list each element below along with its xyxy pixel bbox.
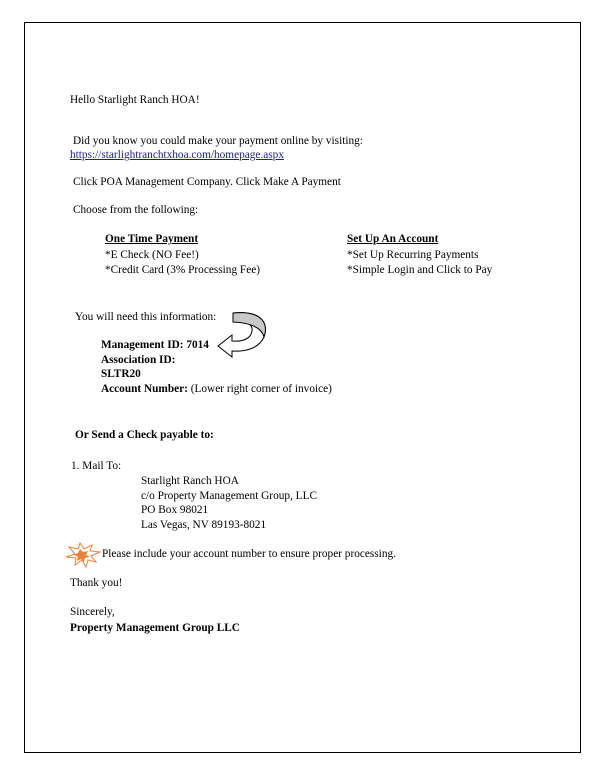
account-item: *Simple Login and Click to Pay [347,264,493,276]
association-id-value: SLTR20 [101,368,141,380]
account-item: *Set Up Recurring Payments [347,249,479,261]
mail-address-line: Las Vegas, NV 89193-8021 [141,519,267,531]
processing-note: Please include your account number to ensure proper processing. [102,548,396,560]
association-id-label: Association ID: [101,354,176,366]
mail-address-line: c/o Property Management Group, LLC [141,490,318,502]
payment-url-link[interactable]: https://starlightranchtxhoa.com/homepage.aspx [70,149,284,161]
one-time-payment-heading: One Time Payment [105,233,199,245]
check-heading: Or Send a Check payable to: [75,429,214,441]
account-number-note: (Lower right corner of invoice) [190,383,332,395]
thank-you: Thank you! [70,577,123,589]
mail-address-line: Starlight Ranch HOA [141,475,239,487]
set-up-account-heading: Set Up An Account [347,233,439,245]
mail-to-label: 1. Mail To: [71,460,122,472]
company-signature: Property Management Group LLC [70,622,240,634]
greeting: Hello Starlight Ranch HOA! [70,94,200,106]
mail-address-line: PO Box 98021 [141,504,209,516]
account-number-label: Account Number: [101,383,188,395]
sincerely: Sincerely, [70,606,115,618]
intro-text: Did you know you could make your payment online by visiting: [73,135,363,147]
instruction-text: Click POA Management Company. Click Make A Payment [73,176,341,188]
need-info-text: You will need this information: [75,311,217,323]
management-id: Management ID: 7014 [101,339,209,351]
one-time-item: *E Check (NO Fee!) [105,249,199,261]
choose-text: Choose from the following: [73,204,199,216]
one-time-item: *Credit Card (3% Processing Fee) [105,264,260,276]
